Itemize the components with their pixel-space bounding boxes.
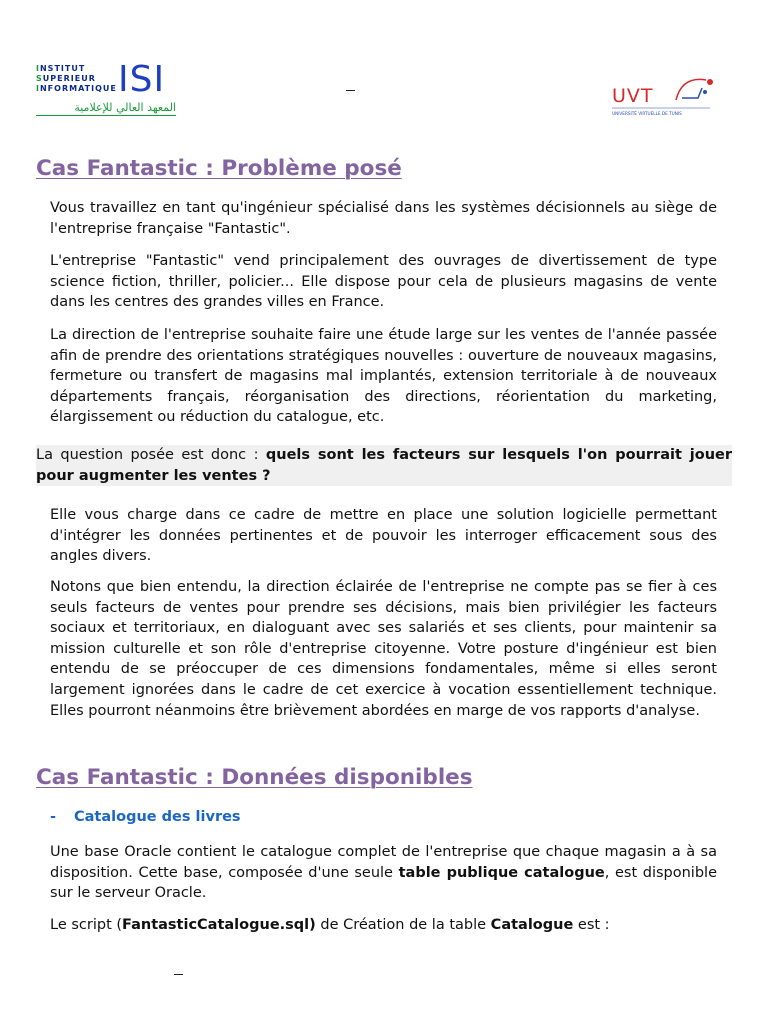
data-paragraph-1-part1: Une base Oracle contient le catalogue complet de l'entreprise que chaque magasin a à sa disposition. Cette base, composée d'une seule [50,844,717,881]
key-question [36,445,732,486]
bullet-dash: - [50,809,57,825]
section-title-data: Cas Fantastic : Données disponibles [36,765,473,790]
uvt-logo-text: UVT [612,85,654,107]
data-paragraph-2 [50,915,717,936]
uvt-logo-subtitle: UNIVERSITÉ VIRTUELLE DE TUNIS [612,111,682,116]
uvt-logo [610,70,722,118]
problem-paragraph-5: Notons que bien entendu, la direction éclairée de l'entreprise ne compte pas se fier à ces seuls facteurs de ventes pour prendre ses décisions, mais bien privilégier les facteurs sociaux et territoriaux, en dialoguant avec ses salariés et ses clients, pour maintenir sa mission culturelle et son rôle d'entreprise citoyenne. Votre posture d'ingénieur est bien entendu de se préoccuper de ces dimensions fondamentales, même si elles seront largement ignorées dans le cadre de cet exercice à vocation essentiellement technique. Elles pourront néanmoins être brièvement abordées en marge de vos rapports d'analyse. [50,579,717,719]
key-question-intro: La question posée est donc : [36,447,266,463]
isi-logo-words [36,64,117,94]
bullet-catalogue-label: Catalogue des livres [74,809,241,825]
problem-paragraph-1: Vous travaillez en tant qu'ingénieur spécialisé dans les systèmes décisionnels au siège de l'entreprise française "Fantastic". [50,200,717,237]
footer-dash [174,974,183,975]
isi-logo-line2: SUPERIEUR [36,74,96,83]
header-dash [346,90,355,91]
data-paragraph-1-part2: , est disponible sur le serveur Oracle. [50,864,717,902]
data-paragraph-1-bold: table publique catalogue [398,864,605,881]
problem-paragraph-3: La direction de l'entreprise souhaite faire une étude large sur les ventes de l'année passée afin de prendre des orientations stratégiques nouvelles : ouverture de nouveaux magasins, fermeture ou transfert de magasins mal implantés, extension territoriale à de nouveaux départements français, réorganisation des directions, réorientation du marketing, élargissement ou réduction du catalogue, etc. [50,327,717,426]
key-question-bold: quels sont les facteurs sur lesquels l'on pourrait jouer pour augmenter les ventes ? [36,447,732,484]
data-paragraph-2-part2: de Création de la table [315,917,491,933]
section-title-problem: Cas Fantastic : Problème posé [36,156,402,181]
isi-logo-arabic: المعهد العالي للإعلامية [36,101,176,116]
isi-logo-abbrev: ISI [118,59,166,100]
data-paragraph-1 [50,842,717,904]
isi-logo-line1: INSTITUT [36,64,86,73]
problem-paragraph-4: Elle vous charge dans ce cadre de mettre en place une solution logicielle permettant d'intégrer les données pertinentes et de pouvoir les interroger efficacement sous des angles divers. [50,507,717,565]
data-paragraph-2-part1: Le script ( [50,917,123,933]
data-paragraph-2-bold1: FantasticCatalogue.sql) [122,917,316,933]
isi-logo [36,59,196,118]
data-paragraph-2-bold2: Catalogue [490,917,574,933]
data-paragraph-2-part3: est : [573,917,610,933]
isi-logo-line3: INFORMATIQUE [36,84,117,93]
problem-paragraph-2: L'entreprise "Fantastic" vend principalement des ouvrages de divertissement de type science fiction, thriller, policier... Elle dispose pour cela de plusieurs magasins de vente dans les centres des grandes villes en France. [50,253,717,311]
